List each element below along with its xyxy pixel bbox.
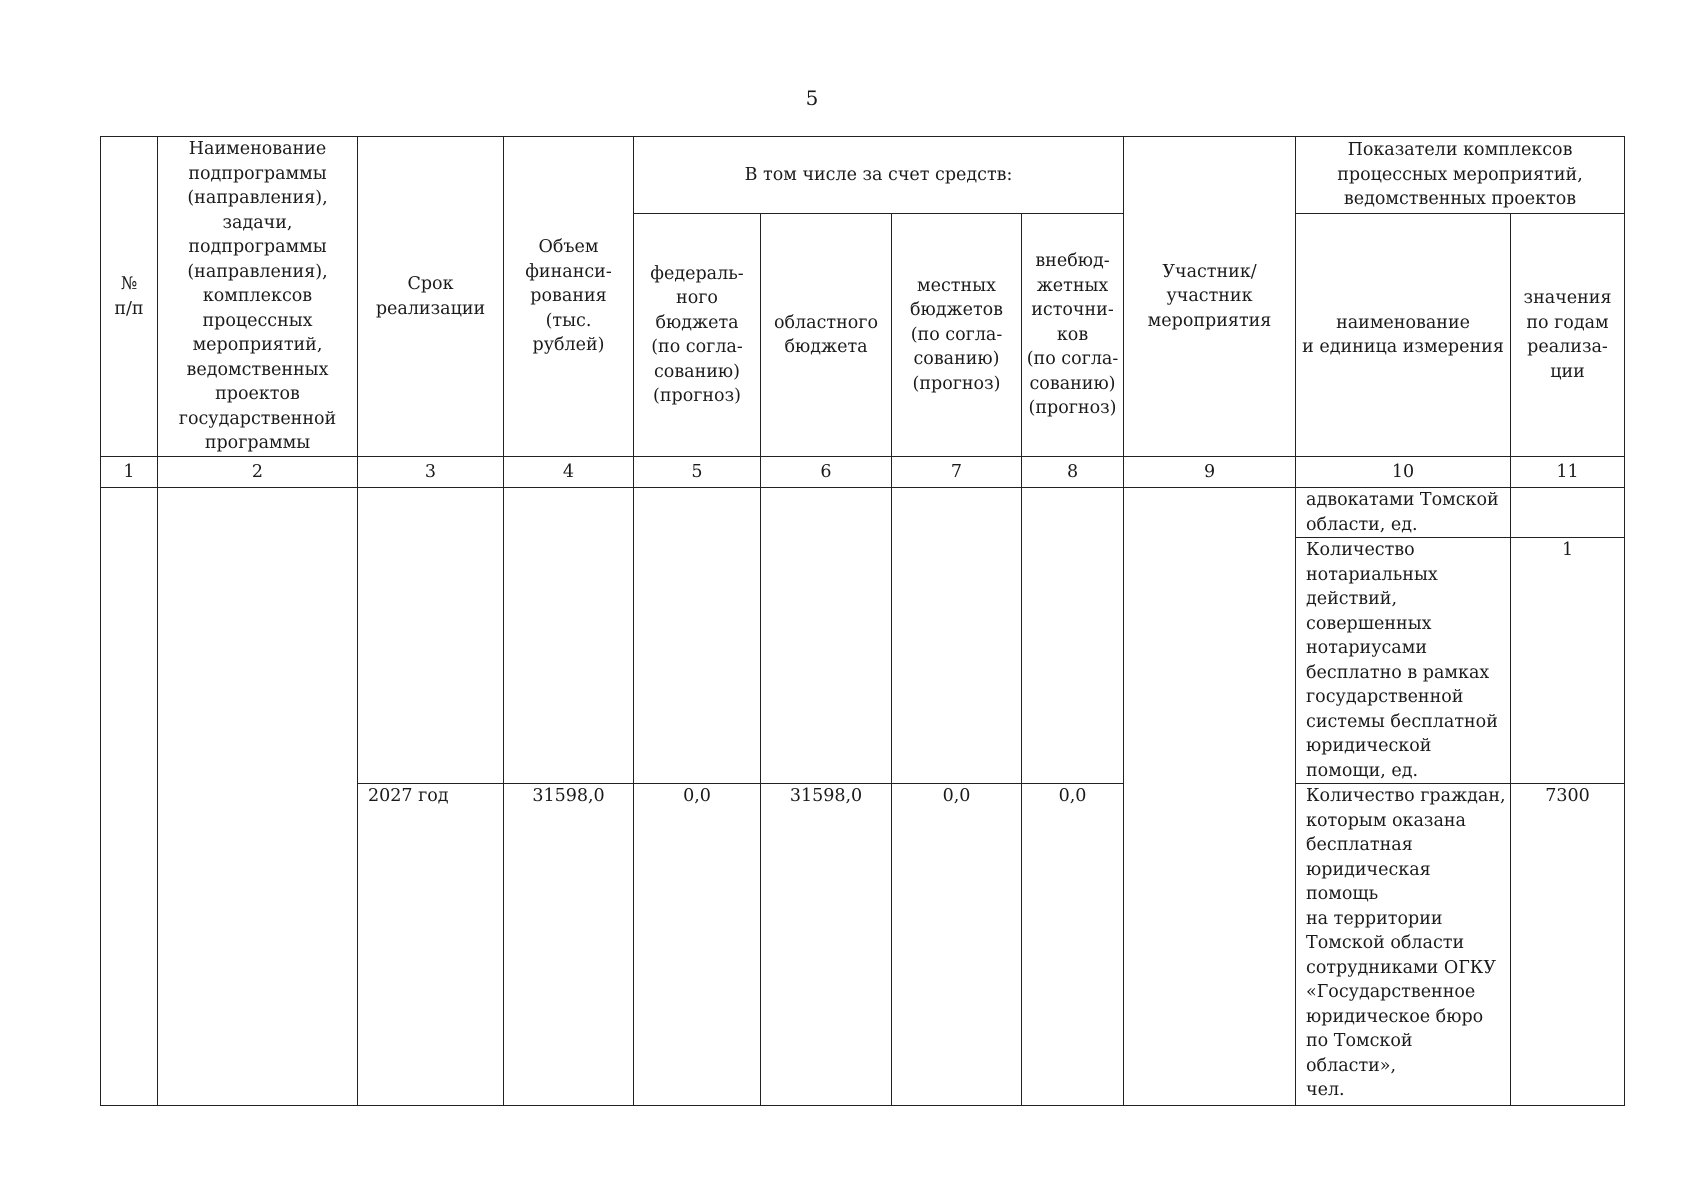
header-funds-group: В том числе за счет средств: <box>634 137 1124 214</box>
header-indicator-name: наименование и единица измерения <box>1296 214 1511 457</box>
column-number: 5 <box>634 457 761 488</box>
cell-regional-value: 31598,0 <box>761 784 892 1106</box>
indicator-name: Количество нотариальных действий, совершенных нотариусами бесплатно в рамках государственной системы бесплатной юридической помощи, ед. <box>1296 538 1511 784</box>
header-number: № п/п <box>101 137 158 457</box>
cell-offbudget <box>1022 488 1124 784</box>
page-number: 5 <box>805 86 819 110</box>
header-indicator-values: значения по годам реализа- ции <box>1511 214 1625 457</box>
header-federal: федераль- ного бюджета (по согла- сованию) (прогноз) <box>634 214 761 457</box>
column-numbers-row <box>101 457 1625 488</box>
cell-offbudget-value: 0,0 <box>1022 784 1124 1106</box>
cell-term <box>358 488 504 784</box>
cell-name <box>158 488 358 1106</box>
header-volume: Объем финанси- рования (тыс. рублей) <box>504 137 634 457</box>
cell-federal-value: 0,0 <box>634 784 761 1106</box>
column-number: 11 <box>1511 457 1625 488</box>
column-number: 8 <box>1022 457 1124 488</box>
table-row <box>101 488 1625 538</box>
column-number: 10 <box>1296 457 1511 488</box>
indicator-value: 1 <box>1511 538 1625 784</box>
header-regional: областного бюджета <box>761 214 892 457</box>
column-number: 3 <box>358 457 504 488</box>
column-number: 9 <box>1124 457 1296 488</box>
header-term: Срок реализации <box>358 137 504 457</box>
column-number: 4 <box>504 457 634 488</box>
cell-participant <box>1124 488 1296 1106</box>
header-name: Наименование подпрограммы (направления), задачи, подпрограммы (направления), комплексов процессных мероприятий, ведомственных проектов государственной программы <box>158 137 358 457</box>
cell-number <box>101 488 158 1106</box>
cell-year: 2027 год <box>358 784 504 1106</box>
indicator-name: Количество граждан, которым оказана бесплатная юридическая помощь на территории Томской области сотрудниками ОГКУ «Государственное юридическое бюро по Томской области», чел. <box>1296 784 1511 1106</box>
cell-federal <box>634 488 761 784</box>
cell-local-value: 0,0 <box>892 784 1022 1106</box>
indicator-value: 7300 <box>1511 784 1625 1106</box>
cell-regional <box>761 488 892 784</box>
cell-local <box>892 488 1022 784</box>
header-participant: Участник/ участник мероприятия <box>1124 137 1296 457</box>
column-number: 2 <box>158 457 358 488</box>
program-table <box>100 136 1625 1106</box>
cell-total: 31598,0 <box>504 784 634 1106</box>
column-number: 1 <box>101 457 158 488</box>
indicator-name: адвокатами Томской области, ед. <box>1296 488 1511 538</box>
header-indicators-group: Показатели комплексов процессных мероприятий, ведомственных проектов <box>1296 137 1625 214</box>
column-number: 6 <box>761 457 892 488</box>
column-number: 7 <box>892 457 1022 488</box>
header-local: местных бюджетов (по согла- сованию) (прогноз) <box>892 214 1022 457</box>
indicator-value <box>1511 488 1625 538</box>
header-offbudget: внебюд- жетных источни- ков (по согла- сованию) (прогноз) <box>1022 214 1124 457</box>
cell-volume <box>504 488 634 784</box>
